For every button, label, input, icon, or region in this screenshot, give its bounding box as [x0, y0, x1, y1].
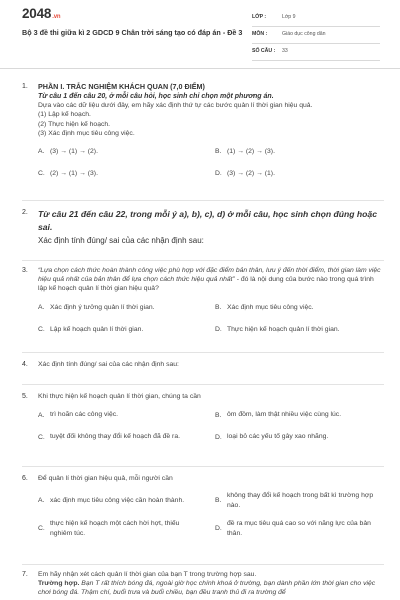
option-label: C. — [38, 525, 45, 533]
section-title: PHẦN I. TRẮC NGHIỆM KHÁCH QUAN (7,0 ĐIỂM) — [38, 82, 205, 91]
option-a[interactable] — [38, 409, 207, 421]
answer-options — [38, 409, 384, 443]
case-label: Trường hợp. — [38, 580, 80, 588]
option-text: loại bỏ các yếu tố gây xao nhãng. — [227, 433, 329, 441]
question-2 — [22, 208, 384, 247]
header-divider — [0, 68, 400, 69]
option-c[interactable] — [38, 431, 207, 443]
option-label: A. — [38, 148, 45, 156]
option-label: C. — [38, 433, 45, 441]
question-number: 2. — [22, 209, 28, 216]
option-text: thực hiện kế hoạch một cách hời hợt, thiếu nghiêm túc. — [50, 519, 180, 537]
question-text: Em hãy nhận xét cách quản lí thời gian của bạn T trong trường hợp sau. — [38, 571, 257, 578]
option-label: A. — [38, 303, 45, 311]
question-divider — [22, 260, 384, 261]
option-text: (1) → (2) → (3). — [227, 147, 275, 155]
question-instruction: Từ câu 21 đến câu 22, trong mỗi ý a), b), c), d) ở mỗi câu, học sinh chọn đúng hoặc sai. — [38, 209, 377, 232]
option-text: Thực hiện kế hoạch quản lí thời gian. — [227, 325, 340, 333]
option-d[interactable] — [215, 519, 384, 539]
option-text: đề ra mục tiêu quá cao so với năng lực của bản thân. — [227, 519, 371, 537]
question-text: Xác định tính đúng/ sai của các nhận định sau: — [38, 235, 204, 245]
option-label: B. — [215, 148, 222, 156]
option-label: B. — [215, 411, 222, 419]
question-text: Để quản lí thời gian hiệu quả, mỗi người cần — [38, 475, 173, 482]
case-body: Bạn T rất thích bóng đá, ngoài giờ học chính khoá ở trường, bạn dành phần lớn thời gian cho việc chơi bóng đá. Thậm chí, buổi trưa và buổi chiều, bạn đều tranh thủ đi ra trường để — [38, 580, 376, 597]
meta-value: Lớp 9 — [282, 14, 296, 21]
question-divider — [22, 466, 384, 467]
option-text: (3) → (1) → (2). — [50, 147, 98, 155]
option-d[interactable] — [215, 324, 384, 336]
question-text — [38, 266, 384, 294]
question-number: 6. — [22, 475, 28, 482]
option-c[interactable] — [38, 324, 207, 336]
site-logo[interactable] — [22, 5, 60, 23]
question-number: 7. — [22, 571, 28, 578]
option-a[interactable] — [38, 491, 207, 511]
question-divider — [22, 352, 384, 353]
option-text: tuyệt đối không thay đổi kế hoạch đã đề ra. — [50, 433, 180, 441]
option-text: không thay đổi kế hoạch trong bất kì trường hợp nào. — [227, 492, 374, 510]
option-text: ôm đồm, làm thật nhiều việc cùng lúc. — [227, 411, 342, 419]
option-b[interactable] — [215, 302, 384, 314]
option-text: (2) → (1) → (3). — [50, 169, 98, 177]
question-item: (1) Lập kế hoạch. — [38, 111, 91, 119]
option-text: Xác định ý tưởng quản lí thời gian. — [50, 303, 155, 311]
meta-key: SỐ CÂU : — [252, 48, 276, 55]
question-7 — [22, 570, 384, 598]
question-rest: - đó là nội dung của bước nào trong quá trình lập kế hoạch quản lí thời gian hiệu quả? — [38, 276, 374, 293]
question-divider — [22, 564, 384, 565]
option-label: D. — [215, 325, 222, 333]
question-item: (2) Thực hiện kế hoạch. — [38, 120, 111, 128]
option-label: C. — [38, 170, 45, 178]
meta-value: Giáo dục công dân — [282, 31, 326, 38]
option-label: B. — [215, 303, 222, 311]
option-label: D. — [215, 433, 222, 441]
option-text: (3) → (2) → (1). — [227, 169, 275, 177]
answer-options — [38, 302, 384, 336]
option-d[interactable] — [215, 168, 384, 180]
question-divider — [22, 200, 384, 201]
option-label: D. — [215, 525, 222, 533]
option-a[interactable] — [38, 146, 207, 158]
question-divider — [22, 384, 384, 385]
option-c[interactable] — [38, 168, 207, 180]
question-text: Xác định tính đúng/ sai của các nhận định sau: — [38, 361, 179, 368]
option-b[interactable] — [215, 409, 384, 421]
option-a[interactable] — [38, 302, 207, 314]
logo-suffix: .vn — [52, 14, 61, 20]
question-item: (3) Xác định mục tiêu công việc. — [38, 129, 135, 137]
case-text — [38, 579, 384, 597]
option-text: xác định mục tiêu công việc cần hoàn thành. — [50, 497, 185, 505]
meta-value: 33 — [282, 48, 288, 55]
question-5 — [22, 392, 384, 443]
meta-key: LỚP : — [252, 14, 267, 21]
option-label: D. — [215, 170, 222, 178]
question-1 — [22, 82, 384, 180]
question-number: 3. — [22, 267, 28, 274]
option-label: C. — [38, 325, 45, 333]
meta-row-subject — [252, 27, 380, 44]
answer-options — [38, 146, 384, 180]
meta-row-class — [252, 10, 380, 27]
option-text: trì hoãn các công việc. — [50, 411, 119, 419]
question-number: 4. — [22, 361, 28, 368]
meta-key: MÔN : — [252, 31, 268, 38]
document-meta — [252, 10, 380, 61]
question-3 — [22, 266, 384, 336]
question-instruction: Từ câu 1 đến câu 20, ở mỗi câu hỏi, học sinh chỉ chọn một phương án. — [38, 92, 274, 100]
question-text: Dựa vào các dữ liệu dưới đây, em hãy xác định thứ tự các bước quản lí thời gian hiệu quả. — [38, 102, 313, 110]
question-6 — [22, 474, 384, 539]
question-number: 5. — [22, 393, 28, 400]
option-text: Lập kế hoạch quản lí thời gian. — [50, 325, 144, 333]
question-4 — [22, 360, 384, 369]
option-c[interactable] — [38, 519, 207, 539]
option-text: Xác định mục tiêu công việc. — [227, 303, 314, 311]
question-quote: “Lựa chọn cách thức hoàn thành công việc phù hợp với đặc điểm bản thân, lưu ý đến thời điểm, thời gian làm việc hiệu quả nhất của bản thân để lựa chọn cách thức hiệu quả nhất” — [38, 267, 381, 284]
option-label: A. — [38, 497, 45, 505]
option-d[interactable] — [215, 431, 384, 443]
option-b[interactable] — [215, 491, 384, 511]
question-number: 1. — [22, 83, 28, 90]
document-title: Bộ 3 đề thi giữa kì 2 GDCD 9 Chân trời sáng tạo có đáp án - Đề 3 — [22, 28, 243, 37]
answer-options — [38, 491, 384, 538]
option-b[interactable] — [215, 146, 384, 158]
question-text: Khi thực hiện kế hoạch quản lí thời gian, chúng ta cần — [38, 393, 201, 400]
document-header — [0, 0, 400, 64]
option-label: A. — [38, 411, 45, 419]
meta-row-count — [252, 44, 380, 61]
logo-text: 2048 — [22, 6, 52, 21]
option-label: B. — [215, 497, 222, 505]
